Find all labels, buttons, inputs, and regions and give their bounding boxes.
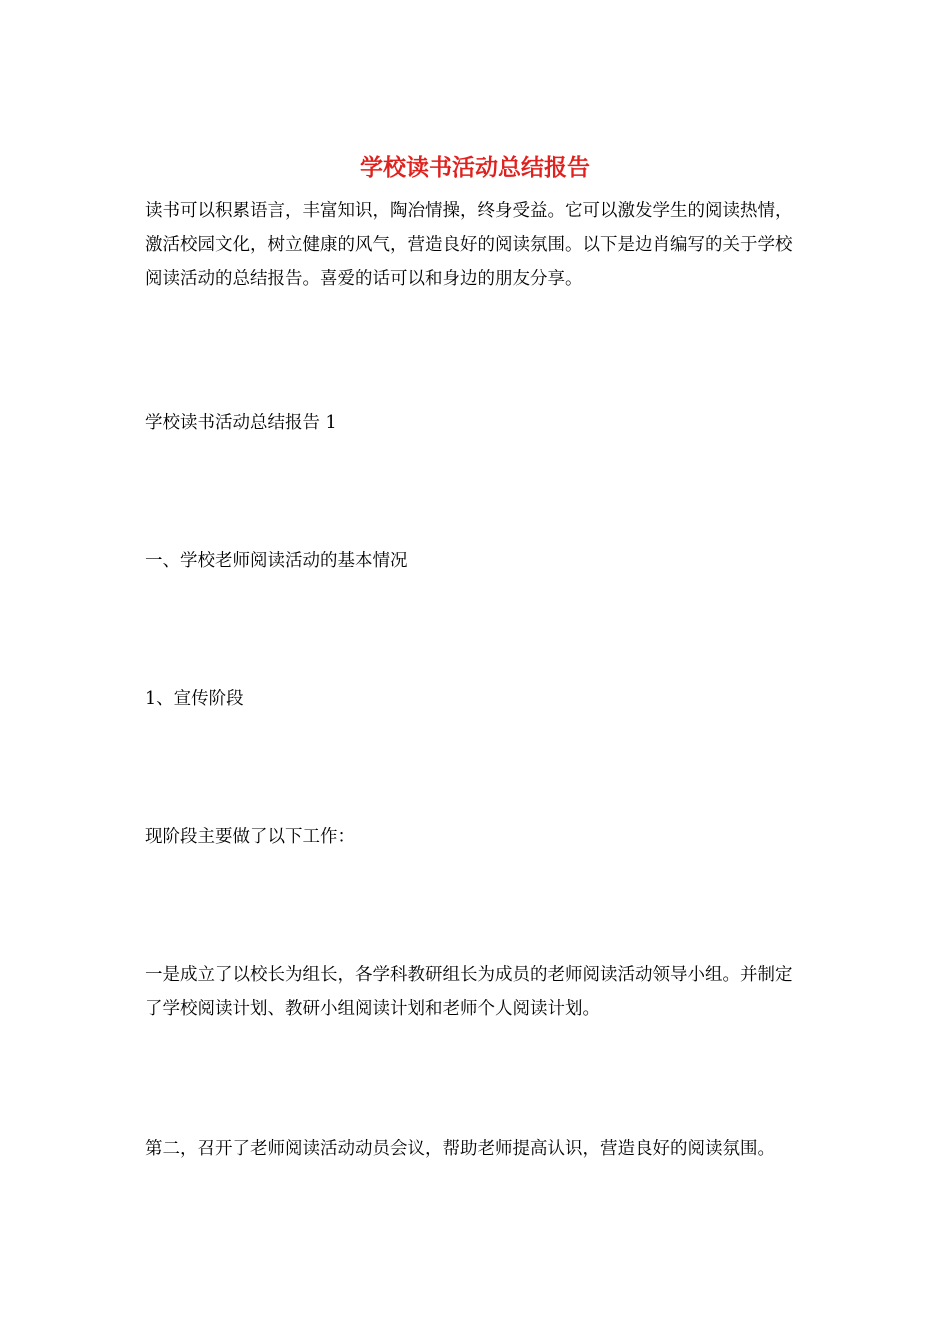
stage-heading: 1、宣传阶段 (145, 689, 244, 709)
part-heading: 一、学校老师阅读活动的基本情况 (145, 551, 408, 571)
stage-lead-paragraph: 现阶段主要做了以下工作： (145, 827, 355, 847)
document-title: 学校读书活动总结报告 (360, 154, 590, 181)
item-one-paragraph: 一是成立了以校长为组长，各学科教研组长为成员的老师阅读活动领导小组。并制定了学校阅读计划、教研小组阅读计划和老师个人阅读计划。 (145, 965, 793, 1019)
intro-paragraph: 读书可以积累语言，丰富知识，陶冶情操，终身受益。它可以激发学生的阅读热情，激活校园文化，树立健康的风气，营造良好的阅读氛围。以下是边肖编写的关于学校阅读活动的总结报告。喜爱的话可以和身边的朋友分享。 (145, 201, 793, 289)
section-heading: 学校读书活动总结报告 1 (145, 413, 337, 433)
item-two-paragraph: 第二，召开了老师阅读活动动员会议，帮助老师提高认识，营造良好的阅读氛围。 (145, 1139, 775, 1159)
